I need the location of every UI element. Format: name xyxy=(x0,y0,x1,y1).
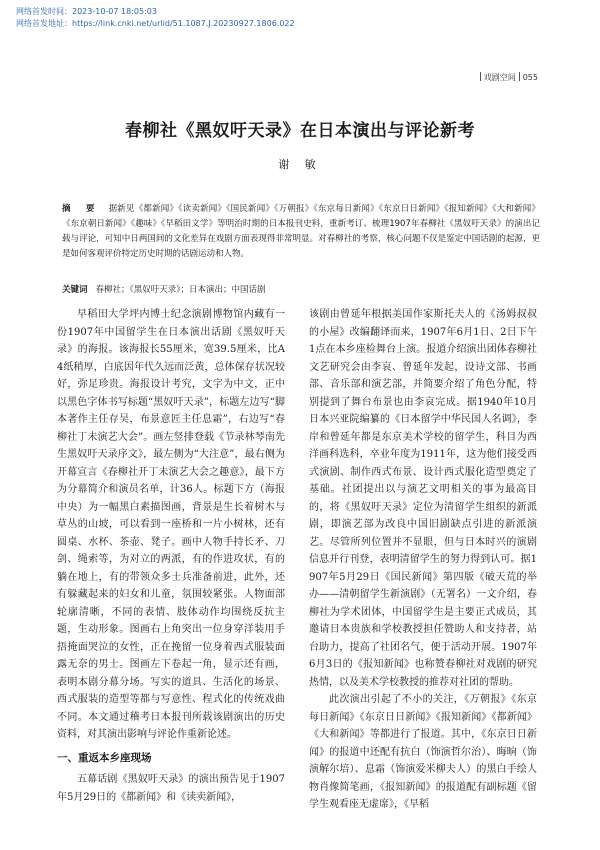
online-publication-info xyxy=(16,6,295,30)
abstract xyxy=(62,202,540,262)
section-heading: 一、重返本乡座现场 xyxy=(57,751,152,764)
body-column-right xyxy=(309,306,537,844)
body-column-left xyxy=(57,306,285,844)
article-title: 春柳社《黑奴吁天录》在日本演出与评论新考 xyxy=(125,121,475,141)
body-paragraph: 五幕话剧《黑奴吁天录》的演出预告见于1907年5月29日的《都新闻》和《读卖新闻》， xyxy=(57,774,285,803)
page-number: 055 xyxy=(522,73,538,82)
body-paragraph: 该剧由曾延年根据美国作家斯托夫人的《汤姆叔叔的小屋》改编翻译而来，1907年6月1日、2日下午1点在本乡座检舞台上演。报道介绍演出团体春柳社文艺研究会由李哀、曾延年发起，设诗文部、书画部、音乐部和演艺部，并简要介绍了角色分配，特别提到了舞台布景也由李哀完成。据1940年10月日本兴亚院编纂的《日本留学中华民国人名调》，李岸和曾延年都是东京美术学校的留学生，科目为西洋画科选科，卒业年度为1911年，这为他们接受西式演剧、制作西式布景、设计西式服化造型奠定了基础。社团提出以与演艺文明相关的事为最高目的，将《黑奴吁天录》定位为清留学生组织的新派剧，即演艺部为改良中国旧剧缺点引进的新派演艺。尽管所列位置并不显眼，但与日本时兴的演剧信息并行刊登，表明清留学生的努力得到认可。据1907年5月29日《国民新闻》第四版《破天荒的举办——清朝留学生新演剧》（无署名）一文介绍，春柳社为学术团体，中国留学生是主要正式成员，其邀请日本贵族和学校教授担任赞助人和支持者，站台助力，提高了社团名气，便于活动开展。1907年6月3日的《报知新闻》也称赞春柳社对戏剧的研究热情，以及美术学校教授的推荐对社团的帮助。 xyxy=(309,309,537,688)
keywords-text: 春柳社；《黑奴吁天录》；日本演出；中国话剧 xyxy=(95,285,266,295)
article-author: 谢 敏 xyxy=(278,158,322,171)
divider xyxy=(480,72,481,81)
abstract-text: 据新见《都新闻》《读卖新闻》《国民新闻》《万朝报》《东京每日新闻》《东京日日新闻》《报知新闻》《大和新闻》《东京朝日新闻》《趣味》《早稻田文学》等明治时期的日本报刊史料，重新考订、梳理1907年春柳社《黑奴吁天录》的演出记载与评论，可知中日两国间的文化差异在戏剧方面表现得非常明显。对春柳社的考察，核心问题不仅是鉴定中国话剧的起源，更是如何客观评价特定历史时期的话剧运动和人物。 xyxy=(62,204,540,259)
keywords xyxy=(62,283,540,297)
running-head xyxy=(477,72,538,83)
body-paragraph: 此次演出引起了不小的关注，《万朝报》《东京每日新闻》《东京日日新闻》《报知新闻》《都新闻》《大和新闻》等都进行了报道。其中，《东京日日新闻》的报道中还配有抗白（饰演哲尔治）、晦晌（饰演解尔培）、息霜（饰演爱米柳夫人）的黑白手绘人物肖像简笔画，《报知新闻》的报道配有副标题《留学生观看座无虚席》，《早稻 xyxy=(309,694,537,810)
online-publication-address[interactable]: 网络首发地址：https://link.cnki.net/urlid/51.1087.J.20230927.1806.022 xyxy=(16,19,295,28)
online-publication-time: 网络首发时间：2023-10-07 18:05:03 xyxy=(16,7,157,16)
running-head-section: 戏剧空间 xyxy=(483,73,516,82)
keywords-label: 关键词 xyxy=(62,285,88,295)
divider xyxy=(519,72,520,81)
body-paragraph: 早稻田大学坪内博士纪念演剧博物馆内藏有一份1907年中国留学生在日本演出话剧《黑奴吁天录》的海报。该海报长55厘米，宽39.5厘米，比A4纸稍厚，白底因年代久远而泛黄，总体保存状况较好，弥足珍贵。海报设计考究，文字为中文，正中以黑色字体书写标题“黑奴吁天录”，标题左边写“脚本著作主任存吴，布景意匠主任息霜”，右边写“春柳社丁未演艺大会”。画左竖排登载《节录林琴南先生黑奴吁天录序文》，最左侧为“大注意”，最右侧为开幕宣言《春柳社开丁未演艺大会之趣意》，最下方为分幕简介和演员名单，计36人。标题下方（海报中央）为一幅黑白素描图画，背景是生长着树木与草丛的山坡，可以看到一座桥和一片小树林，还有圆桌、水杯、茶壶、凳子。画中人物手持长矛、刀剑、绳索等，为对立的两派，有的作进攻状，有的躺在地上，有的带领众多士兵准备前进，此外，还有躲藏起来的妇女和儿童，氛围较紧张。人物面部轮廓清晰，不同的表情、肢体动作均围绕反抗主题，生动形象。图画右上角突出一位身穿洋装用手捂掩面哭泣的女性，正在挽留一位身着西式服装面露无奈的男士。图画左下卷起一角，显示还有画，表明本剧分幕分场。写实的道具、生活化的场景、西式服装的造型等都与写意性、程式化的传统戏曲不同。本文通过稽考日本报刊所载该剧演出的历史资料，对其演出影响与评论作重新论述。 xyxy=(57,309,285,740)
abstract-label: 摘 要 xyxy=(62,204,101,214)
